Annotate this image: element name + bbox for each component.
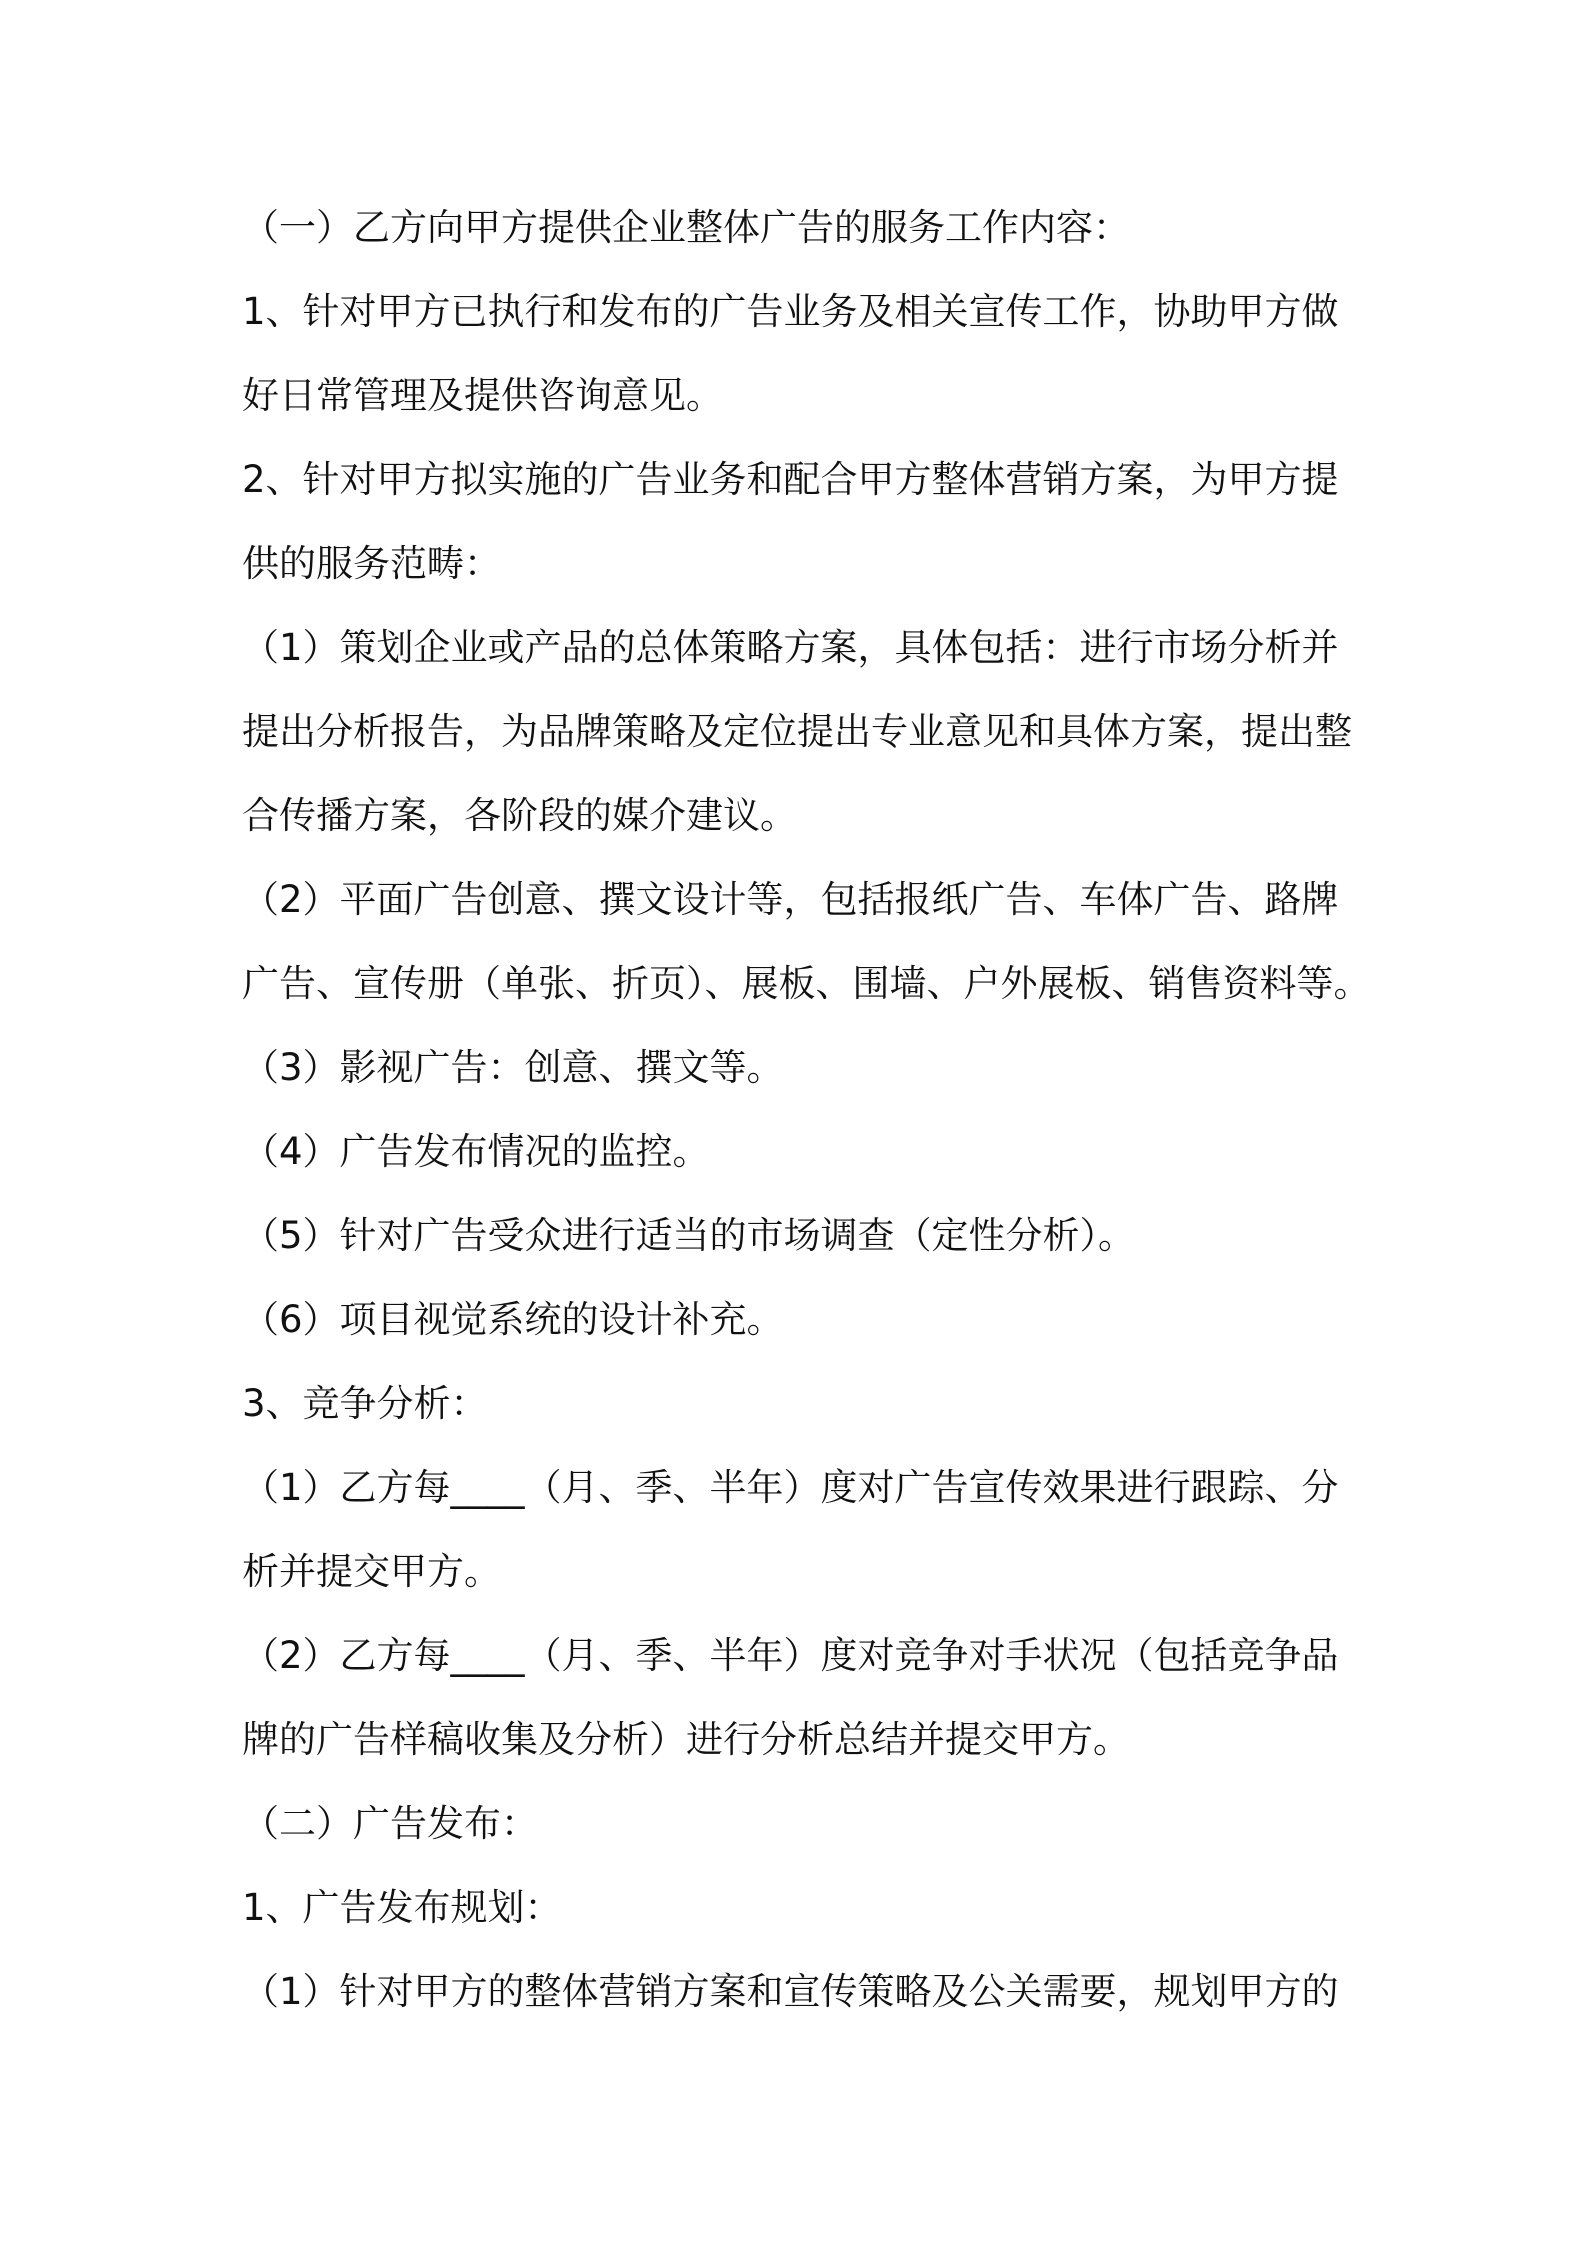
text-line: （6）项目视觉系统的设计补充。	[242, 1298, 784, 1341]
paragraph	[242, 1362, 1422, 1446]
document-body	[242, 186, 1422, 2034]
text-line: 3、竞争分析：	[242, 1382, 488, 1425]
section-heading	[242, 1782, 1422, 1866]
text-line: （1）乙方每____（月、季、半年）度对广告宣传效果进行跟踪、分	[242, 1466, 1339, 1509]
text-line: （1）针对甲方的整体营销方案和宣传策略及公关需要，规划甲方的	[242, 1970, 1339, 2013]
text-line: （二）广告发布：	[242, 1802, 538, 1845]
text-line: （5）针对广告受众进行适当的市场调查（定性分析）。	[242, 1214, 1136, 1257]
section-heading	[242, 186, 1422, 270]
paragraph	[242, 1278, 1422, 1362]
text-line: （4）广告发布情况的监控。	[242, 1130, 710, 1173]
text-line: 提出分析报告，为品牌策略及定位提出专业意见和具体方案，提出整	[242, 710, 1352, 753]
text-line: 析并提交甲方。	[242, 1550, 501, 1593]
text-line: 合传播方案，各阶段的媒介建议。	[242, 794, 797, 837]
text-line: 牌的广告样稿收集及分析）进行分析总结并提交甲方。	[242, 1718, 1130, 1761]
text-line: 1、针对甲方已执行和发布的广告业务及相关宣传工作，协助甲方做	[242, 290, 1339, 333]
text-line: （1）策划企业或产品的总体策略方案，具体包括：进行市场分析并	[242, 626, 1339, 669]
text-line: 广告、宣传册（单张、折页）、展板、围墙、户外展板、销售资料等。	[242, 962, 1371, 1005]
paragraph	[242, 1110, 1422, 1194]
paragraph	[242, 438, 1422, 606]
paragraph	[242, 1866, 1422, 1950]
text-line: 好日常管理及提供咨询意见。	[242, 374, 723, 417]
paragraph	[242, 1446, 1422, 1614]
paragraph	[242, 606, 1422, 858]
text-line: 供的服务范畴：	[242, 542, 501, 585]
text-line: （2）乙方每____（月、季、半年）度对竞争对手状况（包括竞争品	[242, 1634, 1339, 1677]
text-line: 2、针对甲方拟实施的广告业务和配合甲方整体营销方案，为甲方提	[242, 458, 1339, 501]
paragraph	[242, 270, 1422, 438]
paragraph	[242, 1614, 1422, 1782]
paragraph	[242, 1194, 1422, 1278]
text-line: （3）影视广告：创意、撰文等。	[242, 1046, 784, 1089]
text-line: 1、广告发布规划：	[242, 1886, 562, 1929]
paragraph	[242, 1950, 1422, 2034]
paragraph	[242, 1026, 1422, 1110]
text-line: （2）平面广告创意、撰文设计等，包括报纸广告、车体广告、路牌	[242, 878, 1339, 921]
paragraph	[242, 858, 1422, 1026]
text-line: （一）乙方向甲方提供企业整体广告的服务工作内容：	[242, 206, 1130, 249]
